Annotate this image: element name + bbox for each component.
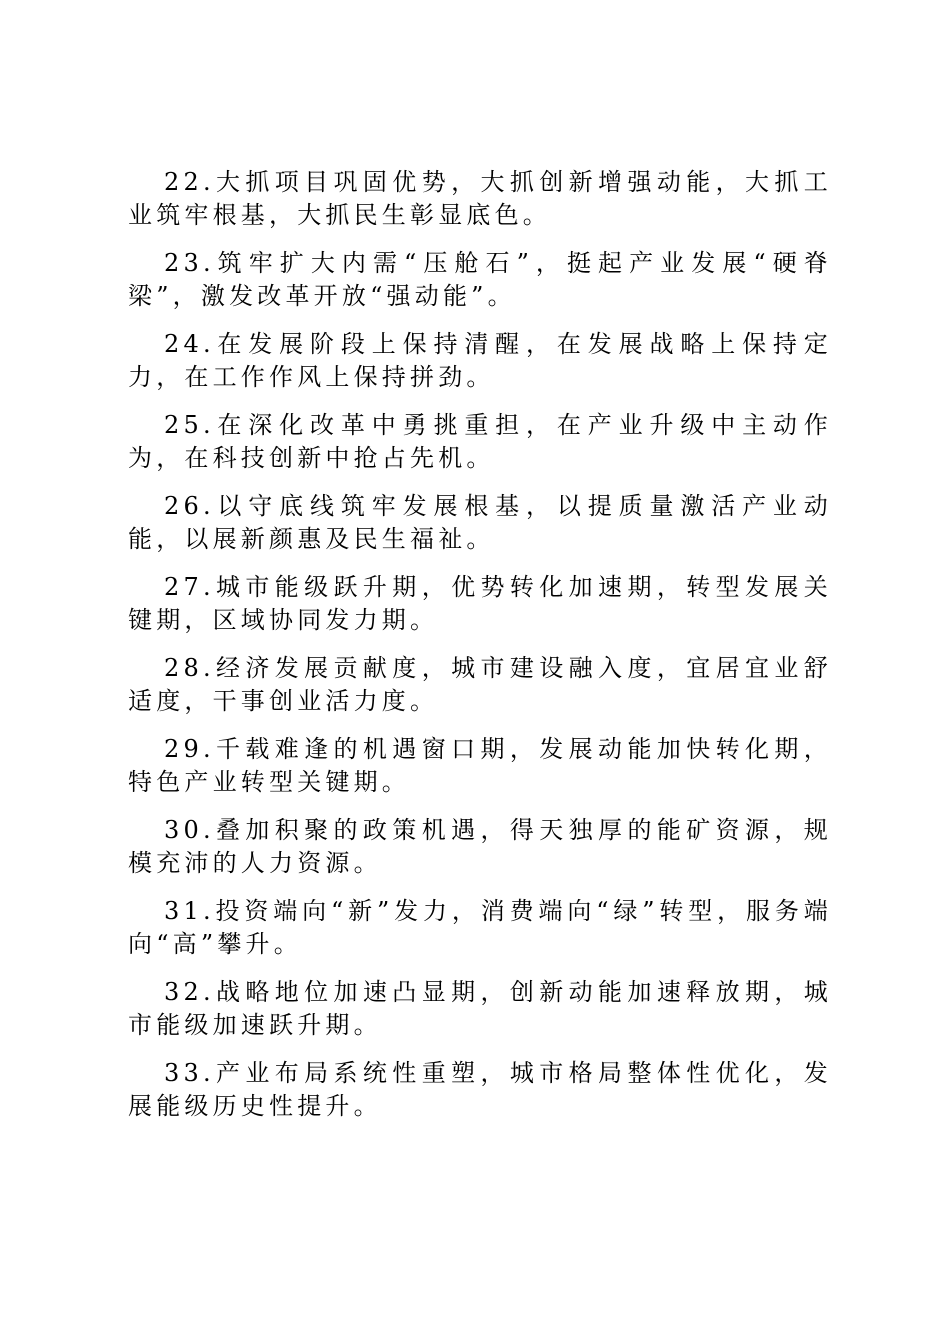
paragraph-25: 25.在深化改革中勇挑重担，在产业升级中主动作为，在科技创新中抢占先机。: [128, 411, 832, 472]
paragraph-26: 26.以守底线筑牢发展根基，以提质量激活产业动能，以展新颜惠及民生福祉。: [128, 492, 832, 553]
paragraph-32: 32.战略地位加速凸显期，创新动能加速释放期，城市能级加速跃升期。: [128, 978, 832, 1039]
document-body: [128, 166, 832, 1138]
paragraph-33: 33.产业布局系统性重塑，城市格局整体性优化，发展能级历史性提升。: [128, 1059, 832, 1120]
paragraph-31: 31.投资端向“新”发力，消费端向“绿”转型，服务端向“高”攀升。: [128, 897, 832, 958]
paragraph-27: 27.城市能级跃升期，优势转化加速期，转型发展关键期，区域协同发力期。: [128, 573, 832, 634]
paragraph-29: 29.千载难逢的机遇窗口期，发展动能加快转化期，特色产业转型关键期。: [128, 735, 832, 796]
paragraph-23: 23.筑牢扩大内需“压舱石”，挺起产业发展“硬脊梁”，激发改革开放“强动能”。: [128, 249, 832, 310]
paragraph-24: 24.在发展阶段上保持清醒，在发展战略上保持定力，在工作作风上保持拼劲。: [128, 330, 832, 391]
paragraph-30: 30.叠加积聚的政策机遇，得天独厚的能矿资源，规模充沛的人力资源。: [128, 816, 832, 877]
paragraph-22: 22.大抓项目巩固优势，大抓创新增强动能，大抓工业筑牢根基，大抓民生彰显底色。: [128, 168, 832, 229]
paragraph-28: 28.经济发展贡献度，城市建设融入度，宜居宜业舒适度，干事创业活力度。: [128, 654, 832, 715]
